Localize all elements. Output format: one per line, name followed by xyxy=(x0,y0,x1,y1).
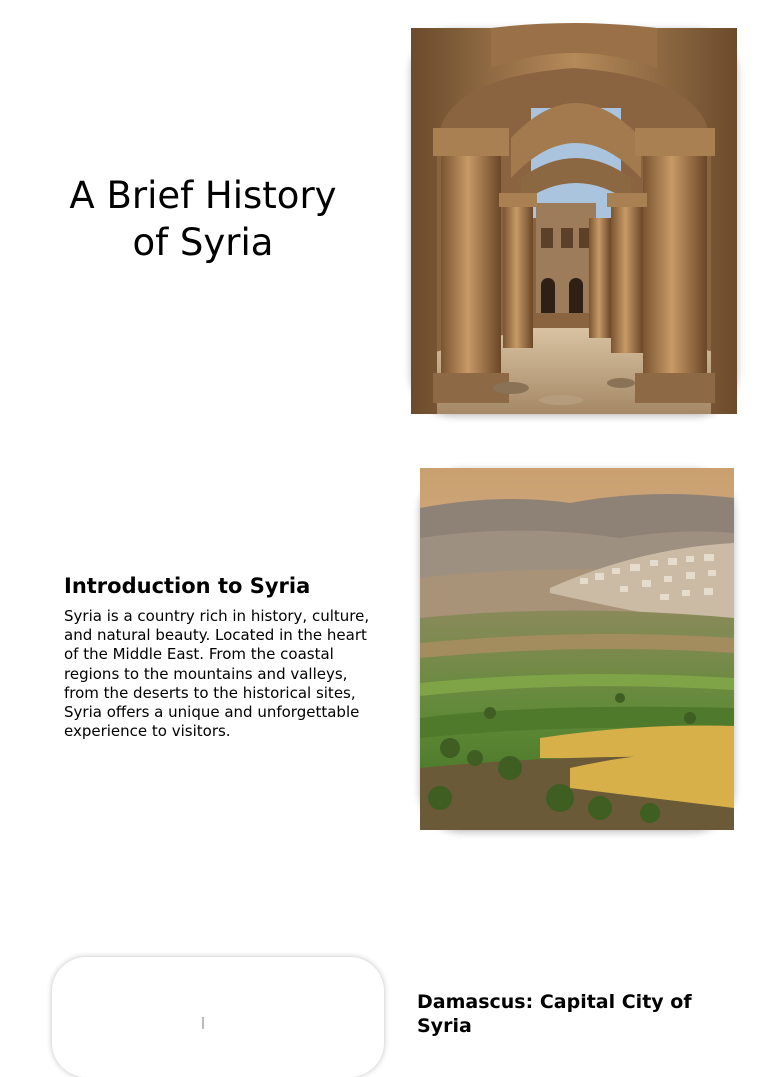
introduction-body: Syria is a country rich in history, culture, and natural beauty. Located in the heart of the Middle East. From the coastal regions to the mountains and valleys, from the deserts to the historical sites, Syria offers a unique and unforgettable experience to visitors. xyxy=(64,607,370,741)
damascus-photo xyxy=(52,957,384,1077)
landscape-illustration xyxy=(420,468,734,830)
page-title: A Brief History of Syria xyxy=(69,174,337,264)
ruins-illustration xyxy=(411,28,737,414)
introduction-heading: Introduction to Syria xyxy=(64,574,311,598)
damascus-illustration xyxy=(52,957,384,1077)
damascus-heading: Damascus: Capital City of Syria xyxy=(417,991,692,1037)
ruins-photo xyxy=(411,28,737,414)
landscape-photo xyxy=(420,468,734,830)
